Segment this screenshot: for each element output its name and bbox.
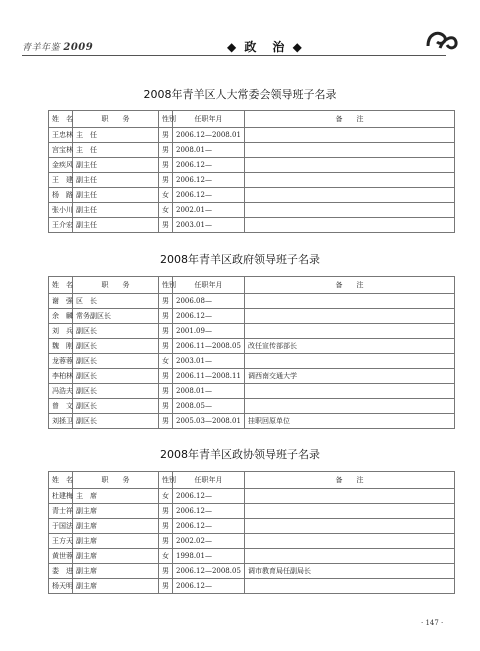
note-cell bbox=[245, 384, 455, 399]
name-cell: 王介宏 bbox=[49, 218, 73, 233]
note-cell: 调西南交通大学 bbox=[245, 369, 455, 384]
sex-cell: 男 bbox=[159, 564, 173, 579]
sex-cell: 男 bbox=[159, 158, 173, 173]
table-row bbox=[49, 188, 455, 203]
table-row bbox=[49, 519, 455, 534]
name-cell: 王方天 bbox=[49, 534, 73, 549]
note-cell bbox=[245, 549, 455, 564]
sex-cell: 男 bbox=[159, 339, 173, 354]
note-cell bbox=[245, 143, 455, 158]
name-cell: 王忠林 bbox=[49, 128, 73, 143]
note-cell bbox=[245, 579, 455, 594]
name-cell: 娄 进 bbox=[49, 564, 73, 579]
sex-cell: 男 bbox=[159, 579, 173, 594]
yearbook-prefix: 青羊年鉴 bbox=[22, 43, 61, 53]
note-cell bbox=[245, 203, 455, 218]
note-cell bbox=[245, 489, 455, 504]
sex-cell: 女 bbox=[159, 188, 173, 203]
note-cell bbox=[245, 519, 455, 534]
term-cell: 2006.12— bbox=[173, 173, 245, 188]
position-cell: 副主席 bbox=[73, 534, 159, 549]
sex-cell: 男 bbox=[159, 384, 173, 399]
table-row bbox=[49, 354, 455, 369]
name-cell: 曾 文 bbox=[49, 399, 73, 414]
position-cell: 副区长 bbox=[73, 399, 159, 414]
name-cell: 刘拯卫 bbox=[49, 414, 73, 429]
table-row bbox=[49, 534, 455, 549]
header-term: 任职年月 bbox=[173, 111, 245, 128]
header-position: 职 务 bbox=[73, 472, 159, 489]
sex-cell: 男 bbox=[159, 324, 173, 339]
name-cell: 谢 强 bbox=[49, 294, 73, 309]
header-term: 任职年月 bbox=[173, 472, 245, 489]
government-leaders-table bbox=[48, 276, 455, 429]
table-row bbox=[49, 489, 455, 504]
term-cell: 1998.01— bbox=[173, 549, 245, 564]
header-term: 任职年月 bbox=[173, 277, 245, 294]
position-cell: 副区长 bbox=[73, 354, 159, 369]
term-cell: 2002.01— bbox=[173, 203, 245, 218]
position-cell: 副区长 bbox=[73, 384, 159, 399]
header-name: 姓 名 bbox=[49, 472, 73, 489]
name-cell: 魏 刚 bbox=[49, 339, 73, 354]
header-name: 姓 名 bbox=[49, 111, 73, 128]
position-cell: 副主任 bbox=[73, 188, 159, 203]
table-header-row bbox=[49, 472, 455, 489]
table-row bbox=[49, 339, 455, 354]
name-cell: 刘 兵 bbox=[49, 324, 73, 339]
table-title-cppcc: 2008年青羊区政协领导班子名录 bbox=[160, 448, 320, 461]
sex-cell: 男 bbox=[159, 534, 173, 549]
term-cell: 2005.03—2008.01 bbox=[173, 414, 245, 429]
sex-cell: 男 bbox=[159, 414, 173, 429]
table-row bbox=[49, 324, 455, 339]
name-cell: 李柏林 bbox=[49, 369, 73, 384]
name-cell: 黄世蓉 bbox=[49, 549, 73, 564]
position-cell: 副主任 bbox=[73, 203, 159, 218]
table-row bbox=[49, 128, 455, 143]
term-cell: 2006.11—2008.11 bbox=[173, 369, 245, 384]
note-cell bbox=[245, 173, 455, 188]
term-cell: 2008.05— bbox=[173, 399, 245, 414]
term-cell: 2002.02— bbox=[173, 534, 245, 549]
table-row bbox=[49, 504, 455, 519]
note-cell bbox=[245, 128, 455, 143]
table-row bbox=[49, 218, 455, 233]
note-cell bbox=[245, 399, 455, 414]
table-row bbox=[49, 399, 455, 414]
header-note: 备 注 bbox=[245, 277, 455, 294]
term-cell: 2008.01— bbox=[173, 384, 245, 399]
position-cell: 副主任 bbox=[73, 218, 159, 233]
table-row bbox=[49, 564, 455, 579]
cppcc-leaders-table bbox=[48, 471, 455, 594]
position-cell: 区 长 bbox=[73, 294, 159, 309]
sex-cell: 女 bbox=[159, 354, 173, 369]
table-row bbox=[49, 549, 455, 564]
header-sex: 性别 bbox=[159, 111, 173, 128]
position-cell: 副区长 bbox=[73, 324, 159, 339]
sex-cell: 男 bbox=[159, 143, 173, 158]
yearbook-year: 2009 bbox=[63, 42, 94, 53]
header-sex: 性别 bbox=[159, 277, 173, 294]
sex-cell: 男 bbox=[159, 294, 173, 309]
table-row bbox=[49, 203, 455, 218]
position-cell: 副主席 bbox=[73, 579, 159, 594]
term-cell: 2006.12— bbox=[173, 188, 245, 203]
note-cell bbox=[245, 158, 455, 173]
sex-cell: 男 bbox=[159, 519, 173, 534]
note-cell bbox=[245, 309, 455, 324]
position-cell: 副主席 bbox=[73, 564, 159, 579]
table-row bbox=[49, 384, 455, 399]
note-cell bbox=[245, 354, 455, 369]
sex-cell: 男 bbox=[159, 369, 173, 384]
term-cell: 2006.12—2008.05 bbox=[173, 564, 245, 579]
note-cell bbox=[245, 294, 455, 309]
table-header-row bbox=[49, 111, 455, 128]
sex-cell: 男 bbox=[159, 399, 173, 414]
term-cell: 2001.09— bbox=[173, 324, 245, 339]
term-cell: 2003.01— bbox=[173, 218, 245, 233]
position-cell: 副区长 bbox=[73, 339, 159, 354]
header-note: 备 注 bbox=[245, 111, 455, 128]
note-cell: 挂职回原单位 bbox=[245, 414, 455, 429]
header-sex: 性别 bbox=[159, 472, 173, 489]
sex-cell: 男 bbox=[159, 309, 173, 324]
name-cell: 王 建 bbox=[49, 173, 73, 188]
position-cell: 常务副区长 bbox=[73, 309, 159, 324]
yearbook-logo-icon bbox=[424, 26, 458, 52]
position-cell: 副主席 bbox=[73, 504, 159, 519]
name-cell: 张小川 bbox=[49, 203, 73, 218]
table-row bbox=[49, 294, 455, 309]
running-header bbox=[22, 39, 446, 56]
table-header-row bbox=[49, 277, 455, 294]
header-note: 备 注 bbox=[245, 472, 455, 489]
sex-cell: 男 bbox=[159, 173, 173, 188]
sex-cell: 女 bbox=[159, 549, 173, 564]
table-row bbox=[49, 369, 455, 384]
sex-cell: 男 bbox=[159, 218, 173, 233]
position-cell: 主 任 bbox=[73, 143, 159, 158]
name-cell: 杨 路 bbox=[49, 188, 73, 203]
header-name: 姓 名 bbox=[49, 277, 73, 294]
position-cell: 副主任 bbox=[73, 158, 159, 173]
term-cell: 2006.11—2008.05 bbox=[173, 339, 245, 354]
table-row bbox=[49, 158, 455, 173]
note-cell bbox=[245, 324, 455, 339]
term-cell: 2006.08— bbox=[173, 294, 245, 309]
note-cell: 调市教育局任副局长 bbox=[245, 564, 455, 579]
position-cell: 主 席 bbox=[73, 489, 159, 504]
yearbook-label bbox=[22, 40, 93, 53]
name-cell: 余 麟 bbox=[49, 309, 73, 324]
table-title-congress: 2008年青羊区人大常委会领导班子名录 bbox=[143, 88, 337, 101]
name-cell: 宫宝林 bbox=[49, 143, 73, 158]
position-cell: 主 任 bbox=[73, 128, 159, 143]
note-cell bbox=[245, 218, 455, 233]
table-row bbox=[49, 309, 455, 324]
name-cell: 于国法 bbox=[49, 519, 73, 534]
table-row bbox=[49, 414, 455, 429]
position-cell: 副主席 bbox=[73, 549, 159, 564]
page-number: · 147 · bbox=[421, 619, 444, 627]
name-cell: 青士祥 bbox=[49, 504, 73, 519]
term-cell: 2006.12— bbox=[173, 309, 245, 324]
table-row bbox=[49, 143, 455, 158]
sex-cell: 男 bbox=[159, 504, 173, 519]
sex-cell: 男 bbox=[159, 128, 173, 143]
sex-cell: 女 bbox=[159, 489, 173, 504]
section-title: ◆ 政 治 ◆ bbox=[227, 40, 304, 54]
position-cell: 副区长 bbox=[73, 369, 159, 384]
name-cell: 冯浩夫 bbox=[49, 384, 73, 399]
header-position: 职 务 bbox=[73, 277, 159, 294]
term-cell: 2006.12— bbox=[173, 504, 245, 519]
position-cell: 副区长 bbox=[73, 414, 159, 429]
term-cell: 2006.12— bbox=[173, 489, 245, 504]
note-cell bbox=[245, 504, 455, 519]
name-cell: 金疾风 bbox=[49, 158, 73, 173]
note-cell bbox=[245, 534, 455, 549]
name-cell: 龙蓉蓉 bbox=[49, 354, 73, 369]
name-cell: 杨天明 bbox=[49, 579, 73, 594]
table-row bbox=[49, 173, 455, 188]
term-cell: 2003.01— bbox=[173, 354, 245, 369]
name-cell: 杜建梅 bbox=[49, 489, 73, 504]
term-cell: 2006.12— bbox=[173, 519, 245, 534]
term-cell: 2006.12— bbox=[173, 579, 245, 594]
table-title-government: 2008年青羊区政府领导班子名录 bbox=[160, 253, 320, 266]
term-cell: 2006.12—2008.01 bbox=[173, 128, 245, 143]
position-cell: 副主任 bbox=[73, 173, 159, 188]
table-row bbox=[49, 579, 455, 594]
position-cell: 副主席 bbox=[73, 519, 159, 534]
note-cell: 改任宣传部部长 bbox=[245, 339, 455, 354]
header-position: 职 务 bbox=[73, 111, 159, 128]
congress-leaders-table bbox=[48, 110, 455, 233]
sex-cell: 女 bbox=[159, 203, 173, 218]
term-cell: 2008.01— bbox=[173, 143, 245, 158]
note-cell bbox=[245, 188, 455, 203]
term-cell: 2006.12— bbox=[173, 158, 245, 173]
